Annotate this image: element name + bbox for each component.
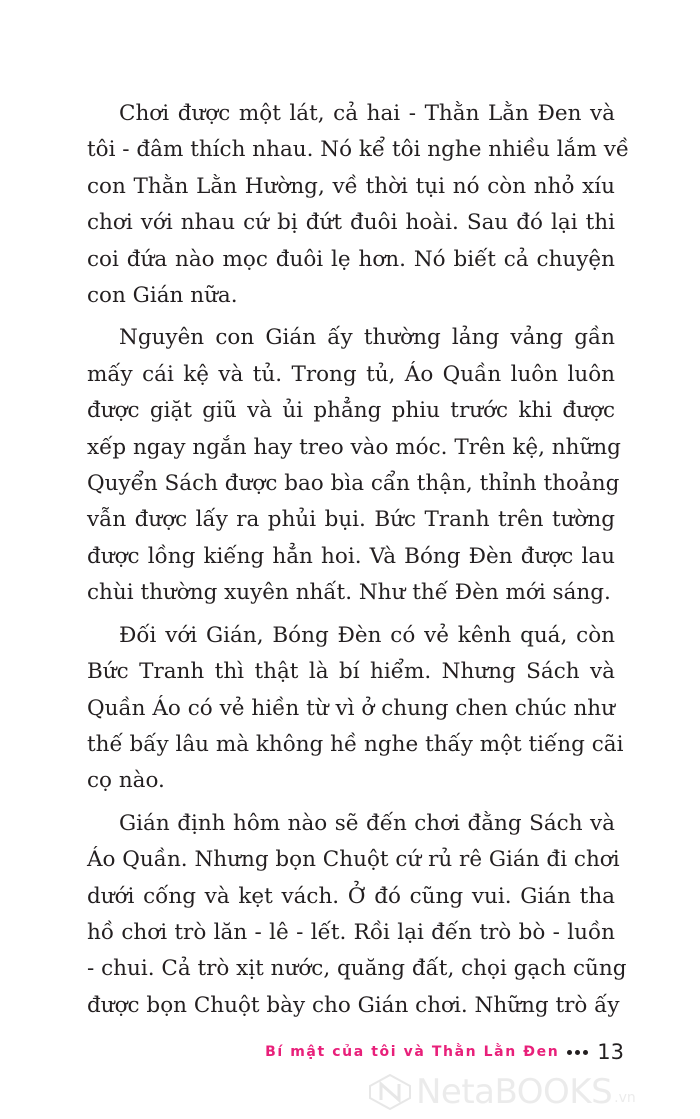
text-line: Bức Tranh thì thật là bí hiểm. Nhưng Sách và bbox=[87, 659, 615, 685]
text-line: hồ chơi trò lăn - lê - lết. Rồi lại đến trò bò - luồn bbox=[87, 919, 615, 945]
text-line: được giặt giũ và ủi phẳng phiu trước khi được bbox=[87, 398, 615, 424]
publisher-watermark bbox=[368, 1072, 690, 1112]
text-line: Áo Quần. Nhưng bọn Chuột cứ rủ rê Gián đi chơi bbox=[87, 847, 620, 873]
text-line: con Gián nữa. bbox=[87, 283, 238, 309]
dot bbox=[567, 1050, 572, 1055]
text-line: Đối với Gián, Bóng Đèn có vẻ kênh quá, còn bbox=[119, 622, 615, 648]
text-line: cọ nào. bbox=[87, 768, 165, 794]
dot bbox=[583, 1050, 588, 1055]
page-footer bbox=[244, 1032, 624, 1072]
paragraph bbox=[87, 320, 621, 611]
netabooks-n-logo-icon bbox=[368, 1074, 412, 1110]
text-line: Nguyên con Gián ấy thường lảng vảng gần bbox=[119, 325, 615, 351]
text-line: coi đứa nào mọc đuôi lẹ hơn. Nó biết cả chuyện bbox=[87, 246, 615, 272]
text-line: Gián định hôm nào sẽ đến chơi đằng Sách và bbox=[119, 810, 615, 836]
text-line: con Thằn Lằn Hường, về thời tụi nó còn nhỏ xíu bbox=[87, 173, 615, 199]
watermark-suffix: .vn bbox=[614, 1090, 636, 1106]
dot bbox=[575, 1050, 580, 1055]
text-line: thế bấy lâu mà không hề nghe thấy một tiếng cãi bbox=[87, 731, 624, 757]
watermark-text: NetaBOOKS bbox=[416, 1072, 613, 1112]
page-number: 13 bbox=[597, 1040, 624, 1064]
text-line: tôi - đâm thích nhau. Nó kể tôi nghe nhiều lắm về bbox=[87, 137, 630, 163]
text-line: - chui. Cả trò xịt nước, quăng đất, chọi gạch cũng bbox=[87, 956, 627, 982]
text-line: vẫn được lấy ra phủi bụi. Bức Tranh trên tường bbox=[87, 507, 615, 533]
text-line: xếp ngay ngắn hay treo vào móc. Trên kệ, những bbox=[87, 434, 621, 460]
running-title: Bí mật của tôi và Thằn Lằn Đen bbox=[265, 1044, 560, 1060]
text-line: được bọn Chuột bày cho Gián chơi. Những trò ấy bbox=[87, 992, 620, 1018]
text-line: Quyển Sách được bao bìa cẩn thận, thỉnh thoảng bbox=[87, 471, 620, 497]
paragraph bbox=[87, 806, 627, 1024]
paragraph bbox=[87, 96, 630, 314]
page-body bbox=[87, 96, 630, 1030]
text-line: chơi với nhau cứ bị đứt đuôi hoài. Sau đó lại thi bbox=[87, 210, 615, 236]
paragraph bbox=[87, 618, 624, 800]
text-line: mấy cái kệ và tủ. Trong tủ, Áo Quần luôn luôn bbox=[87, 361, 615, 387]
text-line: Chơi được một lát, cả hai - Thằn Lằn Đen và bbox=[119, 101, 615, 126]
text-line: Quần Áo có vẻ hiền từ vì ở chung chen chúc như bbox=[87, 695, 615, 721]
text-line: dưới cống và kẹt vách. Ở đó cũng vui. Gián tha bbox=[87, 883, 615, 909]
text-line: chùi thường xuyên nhất. Như thế Đèn mới sáng. bbox=[87, 580, 611, 606]
text-line: được lồng kiếng hẳn hoi. Và Bóng Đèn được lau bbox=[87, 543, 615, 569]
ellipsis-dots-icon bbox=[567, 1050, 588, 1055]
